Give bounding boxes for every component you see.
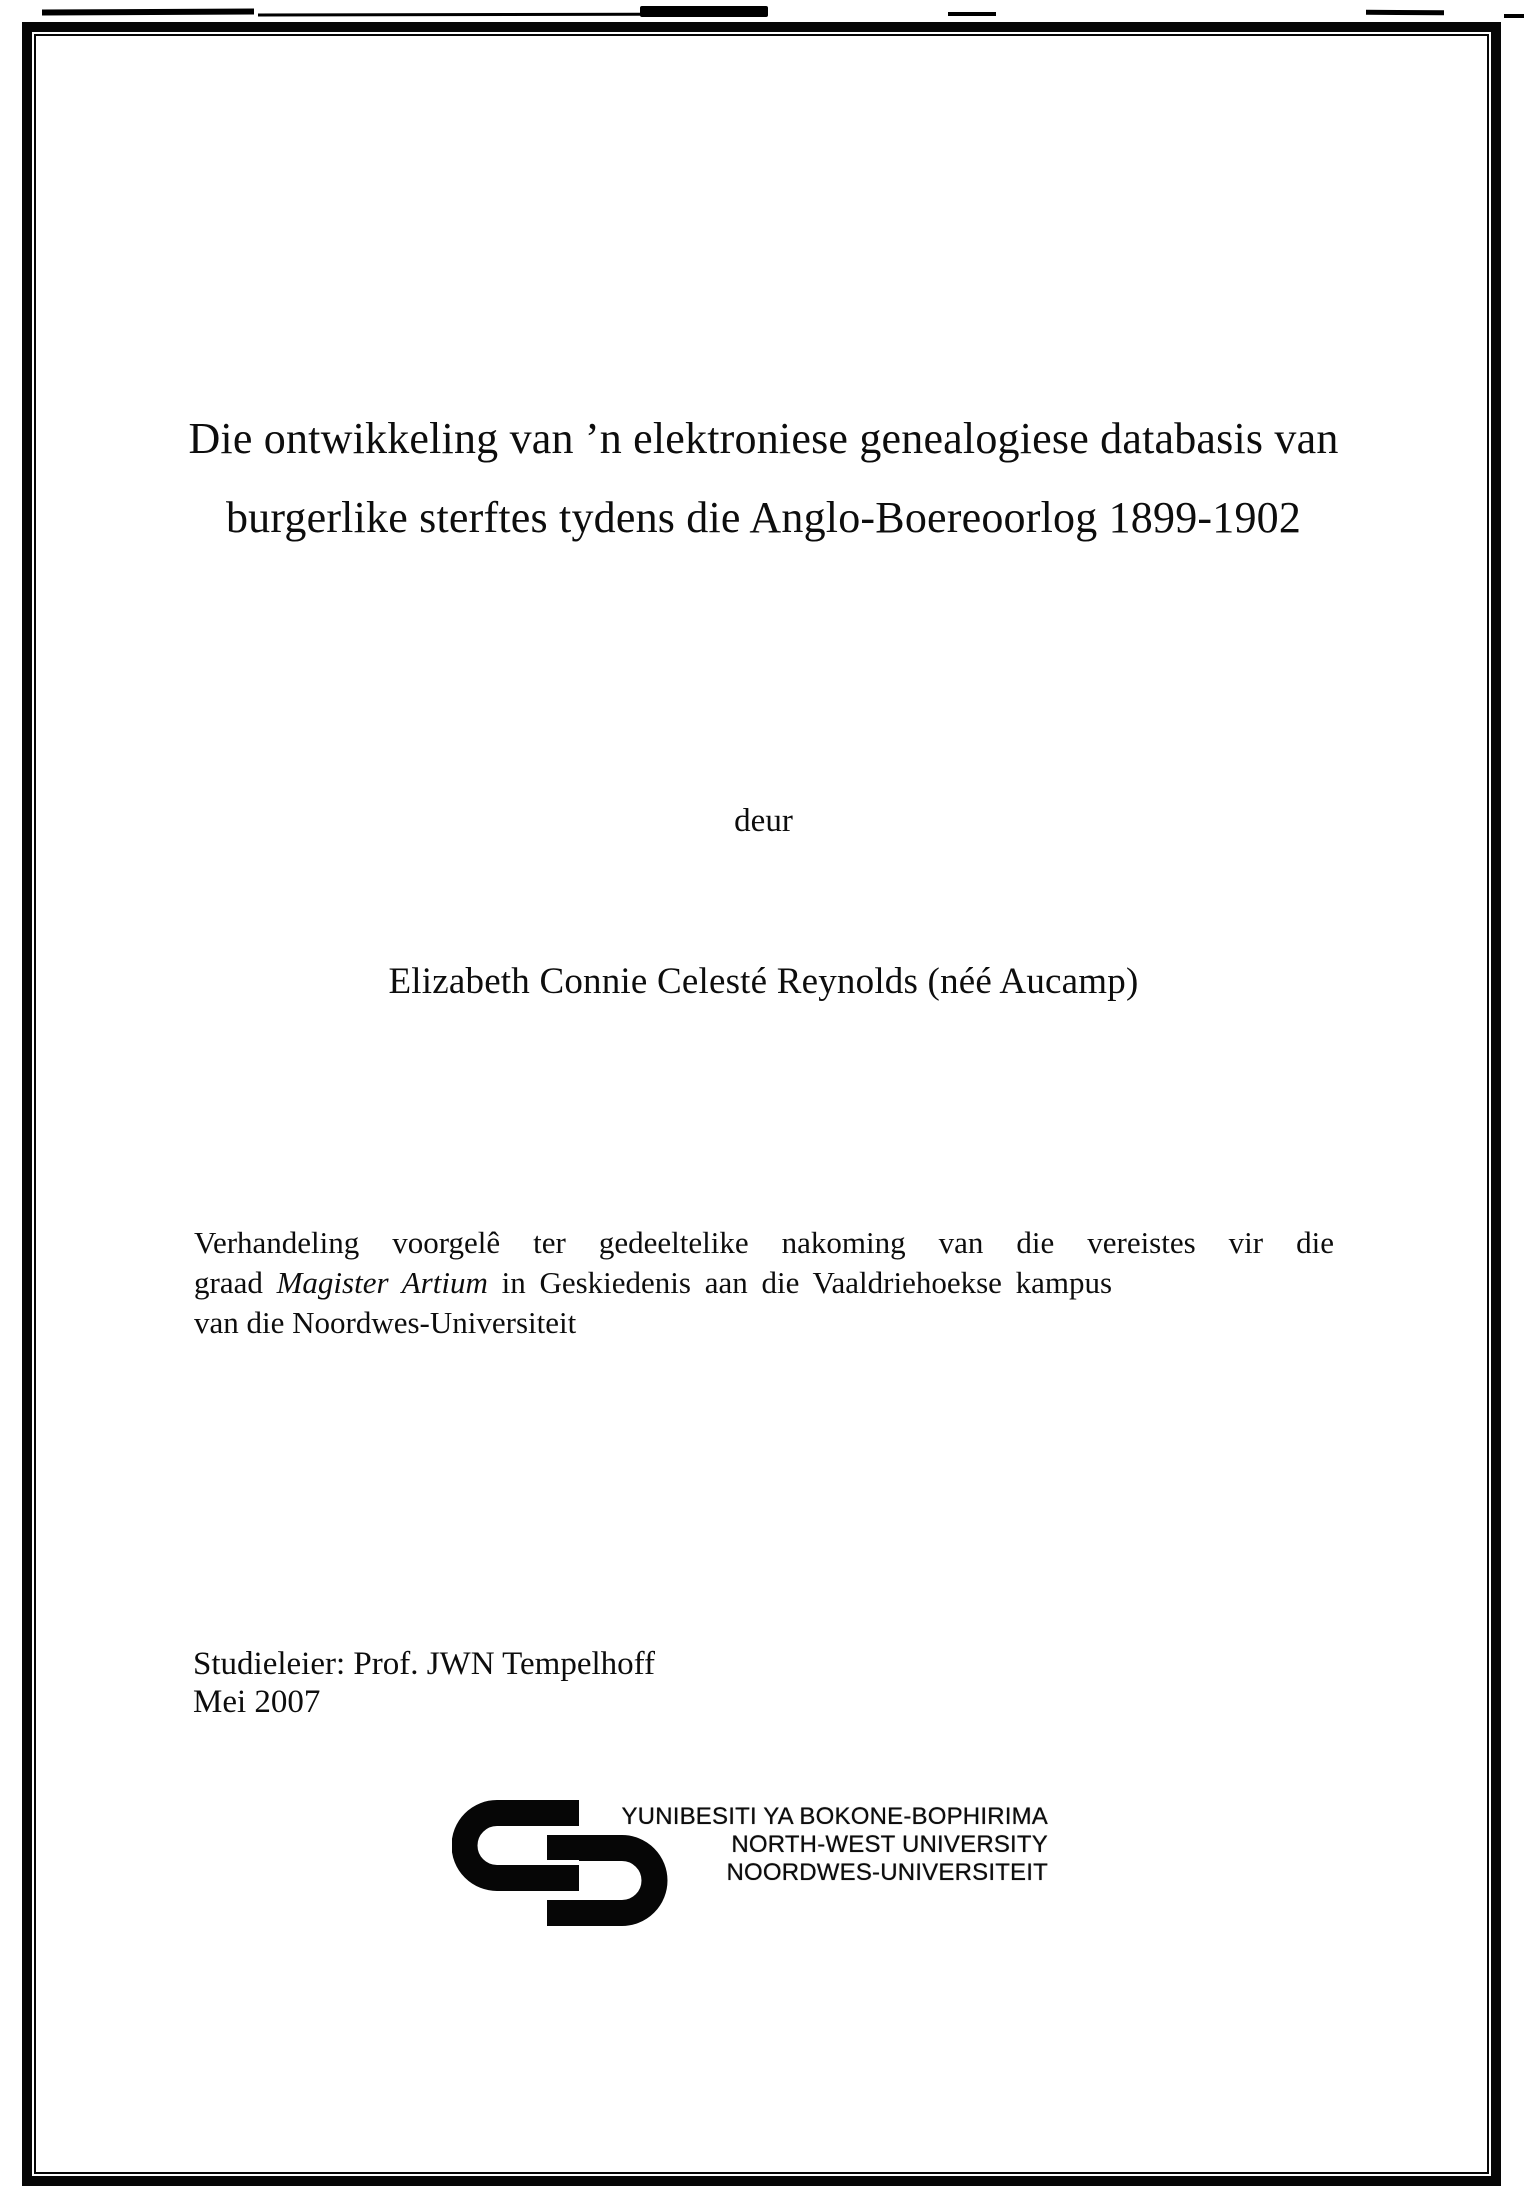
degree-name-italic: Magister Artium: [276, 1265, 488, 1300]
thesis-title-line1: Die ontwikkeling van ’n elektroniese genealogiese databasis van: [188, 414, 1339, 463]
thesis-title: [90, 399, 1437, 557]
thesis-title-line2: burgerlike sterftes tydens die Anglo-Boereoorlog 1899-1902: [225, 493, 1302, 542]
scan-artifact: [1366, 10, 1444, 15]
degree-statement-line2-prefix: graad: [194, 1265, 277, 1300]
degree-statement-line3: van die Noordwes-Universiteit: [194, 1305, 577, 1340]
byline-label: deur: [734, 803, 793, 839]
supervisor-block: [193, 1645, 1093, 1721]
supervisor-line: Studieleier: Prof. JWN Tempelhoff: [193, 1646, 656, 1682]
degree-statement: [194, 1223, 1334, 1343]
scan-artifact: [1504, 14, 1524, 18]
university-name-block: [540, 1803, 1048, 1887]
university-name-afrikaans: NOORDWES-UNIVERSITEIT: [726, 1859, 1048, 1886]
author-name: Elizabeth Connie Celesté Reynolds (néé Aucamp): [388, 961, 1139, 1002]
degree-statement-line2-suffix: in Geskiedenis aan die Vaaldriehoekse kampus: [487, 1265, 1113, 1300]
scan-artifact: [42, 9, 254, 16]
scan-artifact: [948, 12, 996, 16]
date-line: Mei 2007: [193, 1684, 321, 1720]
degree-statement-line1: Verhandeling voorgelê ter gedeeltelike nakoming van die vereistes vir die: [194, 1225, 1334, 1260]
degree-statement-line2: [194, 1263, 1334, 1303]
university-name-setswana: YUNIBESITI YA BOKONE-BOPHIRIMA: [621, 1803, 1048, 1830]
scan-artifact: [640, 6, 768, 17]
university-name-english: NORTH-WEST UNIVERSITY: [731, 1831, 1048, 1858]
